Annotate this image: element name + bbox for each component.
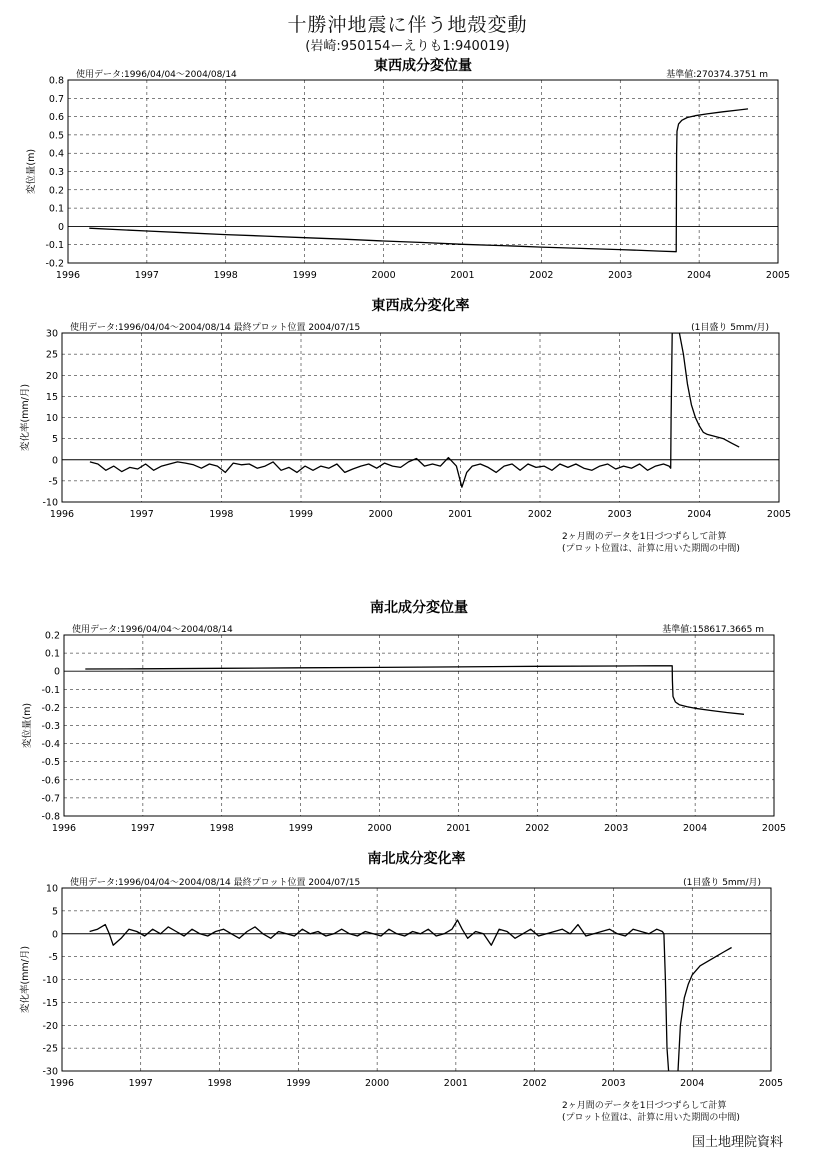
x-tick-label: 1997 [130, 823, 155, 834]
x-tick-label: 1999 [288, 823, 313, 834]
x-tick-label: 2005 [765, 270, 791, 281]
y-tick-label: 20 [45, 370, 58, 382]
x-tick-label: 2002 [525, 823, 550, 834]
chart-1 [25, 57, 790, 281]
y-tick-label: 5 [51, 906, 58, 918]
y-tick-label: 0 [51, 455, 58, 467]
y-tick-label: -15 [42, 997, 58, 1009]
chart-title: 南北成分変位量 [370, 600, 468, 616]
x-tick-label: 2000 [371, 270, 396, 281]
y-tick-label: -0.2 [41, 702, 60, 714]
x-tick-label: 1996 [51, 823, 77, 834]
y-tick-label: 0.2 [44, 630, 60, 642]
y-tick-label: 15 [45, 391, 58, 403]
y-tick-label: -0.3 [41, 721, 60, 732]
x-tick-label: 1999 [288, 509, 314, 520]
x-tick-label: 1997 [134, 270, 159, 281]
y-tick-label: -10 [42, 975, 58, 986]
y-tick-label: -0.6 [41, 775, 60, 787]
x-tick-label: 2005 [766, 509, 792, 520]
chart-title: 東西成分変化率 [371, 298, 470, 314]
y-tick-label: -0.2 [45, 258, 64, 270]
x-tick-label: 2003 [604, 823, 629, 834]
y-tick-label: -10 [42, 497, 58, 509]
y-tick-label: 0 [57, 221, 64, 233]
x-tick-label: 2005 [758, 1078, 784, 1089]
y-tick-label: -30 [42, 1066, 58, 1078]
x-tick-label: 1996 [49, 509, 75, 520]
y-tick-label: -0.1 [41, 684, 60, 696]
x-tick-label: 1998 [209, 823, 234, 834]
y-tick-label: -0.5 [41, 757, 60, 769]
x-tick-label: 2001 [443, 1078, 468, 1089]
page-title: 十勝沖地震に伴う地殻変動 [287, 14, 528, 36]
y-tick-label: 0.7 [48, 93, 64, 105]
series-line-2 [678, 948, 732, 1072]
x-tick-label: 2000 [367, 823, 392, 834]
chart-footnote: 2ヶ月間のデータを1日づつずらして計算 [562, 1101, 727, 1111]
chart-title: 東西成分変位量 [374, 58, 472, 74]
x-tick-label: 1999 [286, 1078, 311, 1089]
x-tick-label: 2000 [368, 509, 393, 520]
x-tick-label: 1998 [213, 270, 238, 281]
chart-note-left: 使用データ:1996/04/04〜2004/08/14 [72, 625, 233, 635]
chart-footnote: (プロット位置は、計算に用いた期間の中間) [562, 544, 740, 554]
y-tick-label: 0.5 [48, 130, 64, 142]
y-tick-label: 30 [45, 328, 58, 340]
x-tick-label: 1999 [292, 270, 317, 281]
y-tick-label: -0.8 [41, 811, 60, 823]
chart-note-right: 基準値:270374.3751 m [666, 70, 768, 80]
chart-2 [19, 297, 791, 554]
x-tick-label: 1997 [129, 509, 154, 520]
x-tick-label: 2003 [608, 270, 633, 281]
chart-footnote: (プロット位置は、計算に用いた期間の中間) [562, 1113, 740, 1123]
y-tick-label: -5 [48, 952, 58, 964]
x-tick-label: 2004 [680, 1078, 705, 1089]
series-line-1 [89, 109, 748, 252]
x-tick-label: 1996 [55, 270, 81, 281]
page-subtitle: (岩崎:950154ーえりも1:940019) [305, 39, 510, 54]
y-tick-label: 0.1 [44, 648, 60, 660]
y-tick-label: -0.4 [41, 739, 60, 751]
y-tick-label: 0.4 [48, 148, 64, 160]
chart-title: 南北成分変化率 [367, 851, 466, 867]
x-tick-label: 1996 [49, 1078, 75, 1089]
chart-note-left: 使用データ:1996/04/04〜2004/08/14 最終プロット位置 2004/07/15 [70, 323, 361, 333]
chart-note-right: (1目盛り 5mm/月) [683, 878, 761, 888]
footer-credit: 国土地理院資料 [691, 1135, 783, 1150]
y-axis-label: 変位量(m) [26, 148, 37, 195]
y-tick-label: -0.7 [41, 793, 60, 805]
y-tick-label: 0 [51, 929, 58, 941]
y-axis-label: 変位量(m) [22, 702, 33, 749]
y-tick-label: -5 [48, 476, 58, 488]
series-line-1 [90, 333, 739, 487]
x-tick-label: 2003 [601, 1078, 626, 1089]
chart-4 [19, 850, 783, 1123]
y-tick-label: -20 [42, 1020, 58, 1032]
x-tick-label: 2001 [450, 270, 475, 281]
y-tick-label: 25 [45, 349, 58, 361]
y-tick-label: 0.2 [48, 185, 64, 197]
x-tick-label: 2004 [687, 270, 712, 281]
y-tick-label: 0.6 [48, 112, 64, 124]
x-tick-label: 2000 [365, 1078, 390, 1089]
x-tick-label: 2004 [687, 509, 712, 520]
x-tick-label: 1998 [207, 1078, 232, 1089]
x-tick-label: 2004 [683, 823, 708, 834]
x-tick-label: 2002 [529, 270, 554, 281]
y-tick-label: 10 [45, 883, 58, 895]
y-tick-label: 0.3 [48, 167, 64, 178]
y-tick-label: 5 [51, 434, 58, 446]
y-tick-label: 0 [53, 666, 60, 678]
chart-3 [21, 599, 786, 834]
x-tick-label: 1997 [128, 1078, 153, 1089]
y-axis-label: 変化率(mm/月) [20, 383, 31, 452]
x-tick-label: 2001 [448, 509, 473, 520]
x-tick-label: 2005 [761, 823, 787, 834]
chart-footnote: 2ヶ月間のデータを1日づつずらして計算 [562, 532, 727, 542]
chart-note-right: (1目盛り 5mm/月) [691, 323, 769, 333]
y-tick-label: 0.8 [48, 75, 64, 87]
chart-note-left: 使用データ:1996/04/04〜2004/08/14 [76, 70, 237, 80]
x-tick-label: 2003 [607, 509, 632, 520]
series-line-1 [85, 666, 744, 715]
y-tick-label: -25 [42, 1043, 58, 1055]
y-tick-label: 10 [45, 413, 58, 424]
x-tick-label: 2002 [522, 1078, 547, 1089]
chart-note-left: 使用データ:1996/04/04〜2004/08/14 最終プロット位置 2004/07/15 [70, 878, 361, 888]
y-tick-label: 0.1 [48, 203, 64, 215]
y-tick-label: -0.1 [45, 240, 64, 252]
x-tick-label: 2002 [527, 509, 553, 520]
y-axis-label: 変化率(mm/月) [20, 945, 31, 1014]
chart-note-right: 基準値:158617.3665 m [662, 625, 764, 635]
x-tick-label: 1998 [209, 509, 234, 520]
x-tick-label: 2001 [446, 823, 471, 834]
